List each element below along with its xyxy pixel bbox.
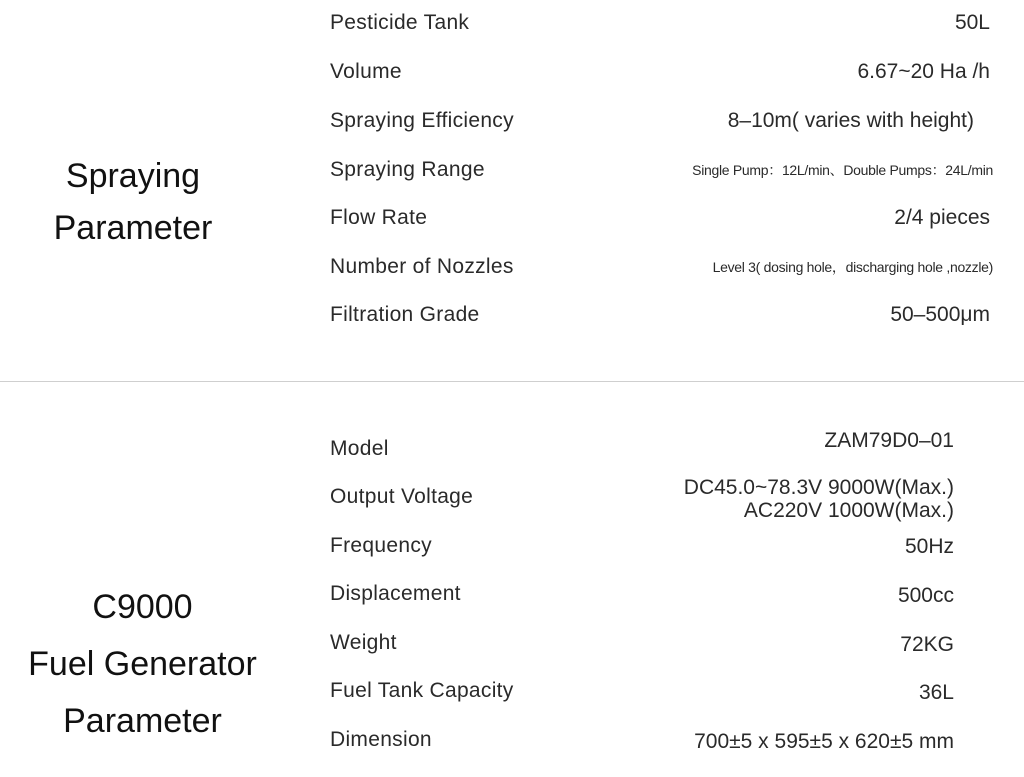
spec-value: 2/4 pieces	[894, 206, 990, 229]
spec-value: 72KG	[900, 633, 954, 656]
spec-row-number-of-nozzles	[0, 251, 1024, 283]
spec-row-fuel-tank-capacity	[0, 675, 1024, 707]
spec-row-model	[0, 429, 1024, 465]
spec-value	[684, 476, 954, 522]
spec-label: Pesticide Tank	[330, 11, 470, 34]
section-divider	[0, 381, 1024, 382]
spec-value: 50Hz	[904, 535, 954, 558]
generator-heading-line3: Parameter	[63, 702, 222, 740]
spec-row-flow-rate	[0, 202, 1024, 234]
spec-row-weight	[0, 627, 1024, 659]
spec-value: 50L	[954, 11, 990, 34]
spec-label: Spraying Range	[330, 158, 485, 181]
spec-label: Weight	[330, 631, 397, 654]
spec-label: Number of Nozzles	[330, 255, 514, 278]
spec-row-spraying-range	[0, 154, 1024, 186]
spec-row-volume	[0, 56, 1024, 88]
spec-row-output-voltage	[0, 476, 1024, 529]
spec-row-spraying-efficiency	[0, 105, 1024, 137]
spec-value: 36L	[918, 681, 954, 704]
spec-row-displacement	[0, 578, 1024, 610]
spec-row-dimension	[0, 724, 1024, 756]
spraying-parameter-section	[0, 0, 1024, 382]
spec-value: 6.67~20 Ha /h	[857, 60, 990, 83]
spec-value: 50–500μm	[890, 303, 990, 326]
spec-label: Fuel Tank Capacity	[330, 679, 514, 702]
spec-value: 8–10m( varies with height)	[727, 109, 974, 132]
spec-label: Displacement	[330, 582, 461, 605]
spec-label: Filtration Grade	[330, 303, 480, 326]
spec-value-dc: DC45.0~78.3V 9000W(Max.)	[683, 476, 954, 499]
spec-label: Frequency	[330, 534, 432, 557]
spec-value: Single Pump：12L/min、Double Pumps：24L/min	[692, 162, 993, 178]
spec-row-frequency	[0, 530, 1024, 562]
spec-value-ac: AC220V 1000W(Max.)	[743, 499, 954, 522]
spec-label: Volume	[330, 60, 402, 83]
spec-value: 500cc	[897, 584, 954, 607]
spec-value: Level 3( dosing hole，discharging hole ,nozzle)	[712, 259, 993, 275]
spec-row-filtration-grade	[0, 299, 1024, 331]
spec-value: 700±5 x 595±5 x 620±5 mm	[694, 730, 954, 753]
spec-row-pesticide-tank	[0, 7, 1024, 39]
generator-heading-line1: C9000	[92, 588, 193, 626]
generator-parameter-section	[0, 383, 1024, 777]
spec-label: Output Voltage	[330, 485, 474, 508]
spec-label: Model	[330, 437, 389, 460]
spec-value: ZAM79D0–01	[824, 429, 954, 452]
spec-label: Dimension	[330, 728, 432, 751]
spec-label: Flow Rate	[330, 206, 428, 229]
spec-label: Spraying Efficiency	[330, 109, 514, 132]
generator-heading-line2: Fuel Generator	[28, 645, 257, 683]
spraying-heading-line1: Spraying	[65, 157, 201, 195]
spraying-heading-line2: Parameter	[53, 209, 213, 247]
